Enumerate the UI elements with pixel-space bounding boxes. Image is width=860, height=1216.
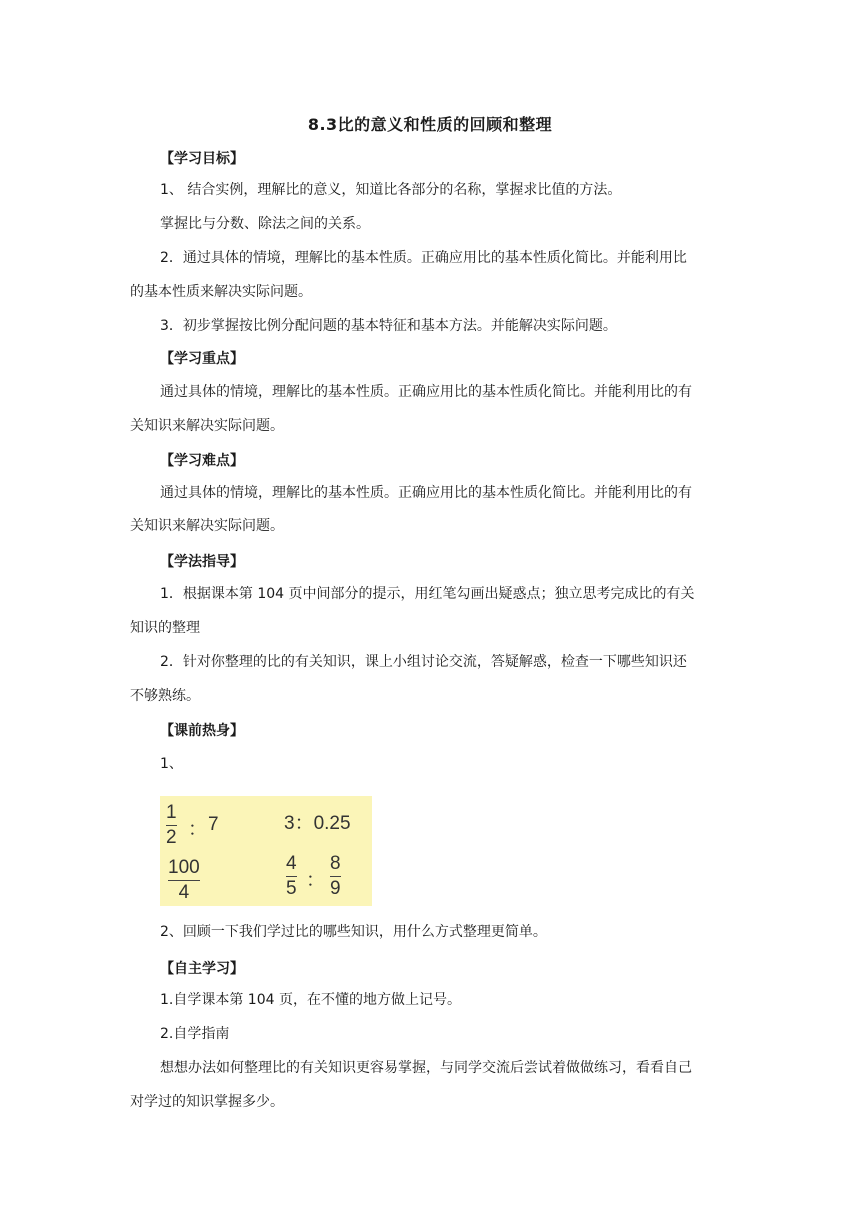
fraction-numerator: 1 [166,802,177,823]
ratio-colon: ： [188,819,208,840]
method-line: 不够熟练。 [130,688,200,704]
fraction-bar [168,880,200,881]
fraction-bar [166,825,177,826]
fraction-bar [286,876,297,877]
fraction-denominator: 2 [166,827,177,848]
method-line: 知识的整理 [130,620,200,636]
warmup-item-1: 1、 [160,756,183,772]
self-study-line: 想想办法如何整理比的有关知识更容易掌握，与同学交流后尝试着做做练习，看看自己 [160,1060,692,1076]
goal-line: 3．初步掌握按比例分配问题的基本特征和基本方法。并能解决实际问题。 [160,318,617,334]
fraction-four-fifths [286,853,297,900]
difficult-line: 关知识来解决实际问题。 [130,518,284,534]
difficult-heading: 【学习难点】 [160,453,244,469]
fraction-eight-ninths [330,853,341,900]
goal-line: 2．通过具体的情境，理解比的基本性质。正确应用比的基本性质化简比。并能利用比 [160,250,687,266]
method-line: 2．针对你整理的比的有关知识，课上小组讨论交流，答疑解惑，检查一下哪些知识还 [160,654,687,670]
fraction-denominator: 9 [330,878,341,899]
key-heading: 【学习重点】 [160,351,244,367]
goal-line: 1、 结合实例，理解比的意义，知道比各部分的名称，掌握求比值的方法。 [160,182,622,198]
fraction-bar [330,876,341,877]
fraction-numerator: 4 [286,853,297,874]
fraction-denominator: 4 [178,882,190,903]
goal-line: 的基本性质来解决实际问题。 [130,284,312,300]
self-study-line: 对学过的知识掌握多少。 [130,1094,284,1110]
method-heading: 【学法指导】 [160,554,244,570]
ratio-term: 7 [208,814,219,835]
ratio-colon: ： [306,870,326,891]
warmup-item-2: 2、回顾一下我们学过比的哪些知识，用什么方式整理更简单。 [160,924,547,940]
fraction-denominator: 5 [286,878,297,899]
method-line: 1．根据课本第 104 页中间部分的提示，用红笔勾画出疑惑点；独立思考完成比的有关 [160,586,695,602]
fraction-numerator: 100 [168,857,200,878]
self-study-line: 1.自学课本第 104 页，在不懂的地方做上记号。 [160,992,461,1008]
ratio-figure [160,796,372,906]
self-study-line: 2.自学指南 [160,1026,230,1042]
page-title: 8.3比的意义和性质的回顾和整理 [307,115,553,134]
key-line: 关知识来解决实际问题。 [130,418,284,434]
key-line: 通过具体的情境，理解比的基本性质。正确应用比的基本性质化简比。并能利用比的有 [160,384,692,400]
fraction-one-half [166,802,177,849]
goals-heading: 【学习目标】 [160,151,244,167]
warmup-heading: 【课前热身】 [160,723,244,739]
fraction-numerator: 8 [330,853,341,874]
self-study-heading: 【自主学习】 [160,961,244,977]
ratio-decimal: 3：0.25 [284,813,351,834]
goal-line: 掌握比与分数、除法之间的关系。 [160,216,370,232]
difficult-line: 通过具体的情境，理解比的基本性质。正确应用比的基本性质化简比。并能利用比的有 [160,485,692,501]
fraction-hundred-over-four [168,857,200,904]
